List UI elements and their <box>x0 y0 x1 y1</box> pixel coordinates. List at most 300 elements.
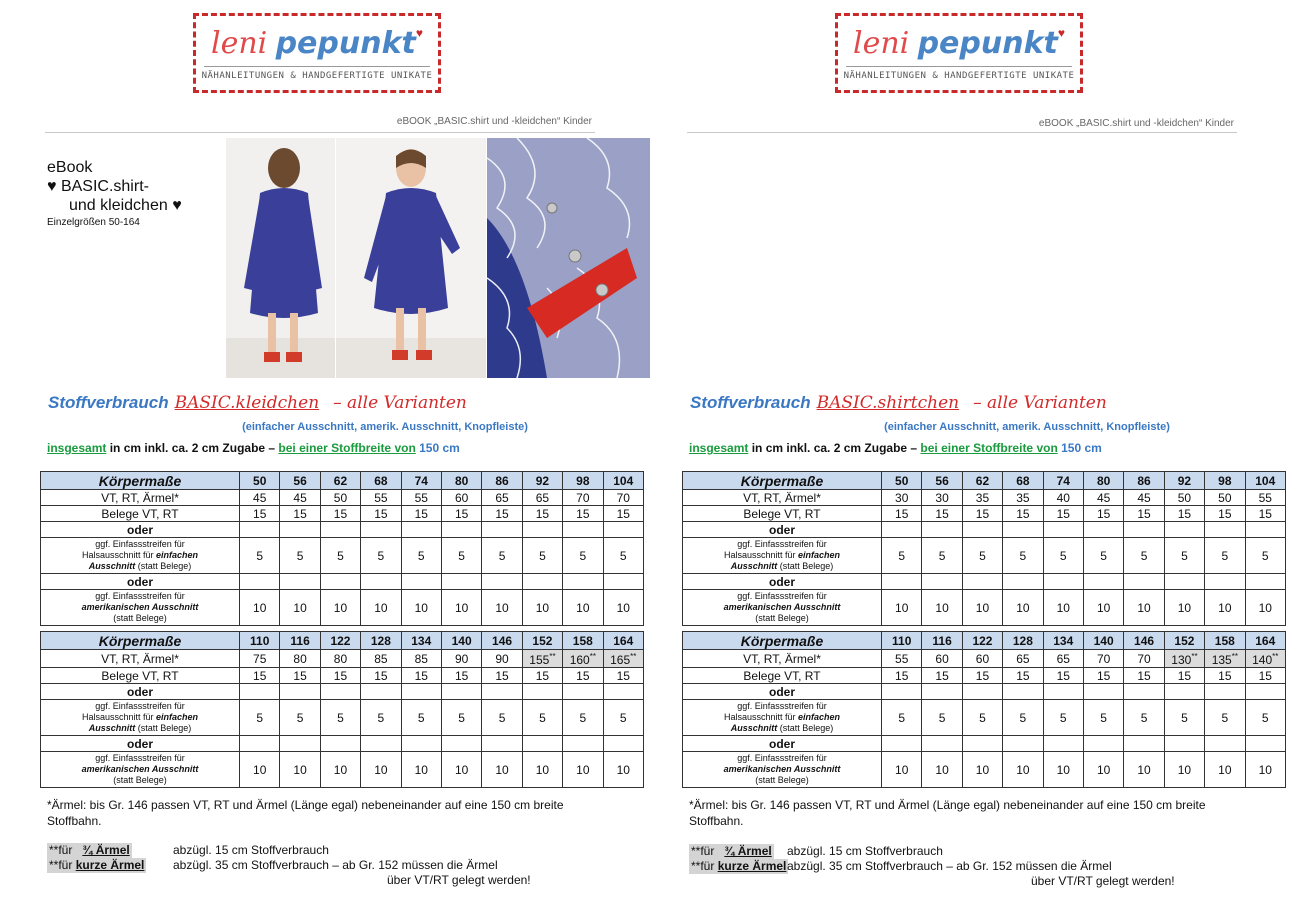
deduction-prefix: **für <box>691 859 715 873</box>
ebook-line3: und kleidchen ♥ <box>69 197 182 214</box>
cell-value: 65 <box>535 490 550 505</box>
size-header: 158 <box>1205 632 1245 650</box>
cell-value: 15 <box>1137 668 1151 683</box>
table-cell <box>1205 736 1245 752</box>
cell-value: 15 <box>454 506 469 521</box>
table-row <box>41 590 644 626</box>
cell-value: 5 <box>417 548 425 563</box>
cell-value: 5 <box>458 548 465 563</box>
table-cell <box>522 736 562 752</box>
table-cell <box>1245 522 1285 538</box>
cell-value: 10 <box>1056 762 1070 777</box>
cell-value: 10 <box>293 600 307 615</box>
row-label-vt-rt: VT, RT, Ärmel* <box>41 650 240 668</box>
table-cell <box>1083 736 1123 752</box>
label-bold: amerikanischen Ausschnitt <box>81 602 199 612</box>
table-cell <box>361 684 401 700</box>
label-line <box>41 723 239 734</box>
cell-value: 5 <box>898 710 906 725</box>
size-header: 116 <box>922 632 962 650</box>
cell-value: 15 <box>454 668 469 683</box>
cell-value: 5 <box>377 548 385 563</box>
photo-collar-detail <box>487 138 650 378</box>
table-row <box>683 490 1286 506</box>
table-cell <box>962 490 1002 506</box>
cell-value: 5 <box>979 548 986 563</box>
table-cell <box>401 684 441 700</box>
size-header: 122 <box>962 632 1002 650</box>
cell-value: 10 <box>535 600 550 615</box>
cell-value: 15 <box>1096 506 1111 521</box>
table-cell <box>320 700 360 736</box>
table-cell <box>280 490 320 506</box>
table-cell <box>1043 574 1083 590</box>
table-cell <box>1205 752 1245 788</box>
table-cell <box>361 736 401 752</box>
label-bold: Ausschnitt <box>88 723 136 733</box>
total-insgesamt: insgesamt <box>689 441 749 455</box>
table-row <box>41 490 644 506</box>
size-header: 122 <box>320 632 360 650</box>
logo-pepunkt: pepunkt <box>275 26 416 61</box>
table-cell <box>1164 506 1204 522</box>
header-text: eBOOK „BASIC.shirt und -kleidchen“ Kinder <box>396 116 592 127</box>
cell-value: 15 <box>374 668 388 683</box>
table-cell <box>240 736 280 752</box>
table-cell <box>1164 522 1204 538</box>
table-cell <box>1245 590 1285 626</box>
table-cell <box>522 752 562 788</box>
table-cell <box>522 490 562 506</box>
title-product: BASIC.shirtchen <box>816 393 960 413</box>
cell-value: 15 <box>1137 506 1151 521</box>
oder-label: oder <box>683 522 882 538</box>
table-cell <box>922 538 962 574</box>
table-cell <box>563 522 603 538</box>
table-cell <box>1245 752 1285 788</box>
row-label-belege: Belege VT, RT <box>683 506 882 522</box>
title-product: BASIC.kleidchen <box>174 393 320 413</box>
table-cell <box>1043 736 1083 752</box>
table-cell <box>603 736 643 752</box>
table-cell <box>882 700 922 736</box>
total-width-value: 150 cm <box>1057 441 1102 455</box>
cell-value: 15 <box>616 506 630 521</box>
size-header: 68 <box>361 472 401 490</box>
table-cell <box>240 668 280 684</box>
cell-value: 10 <box>414 762 428 777</box>
size-table-2 <box>682 631 1286 788</box>
cell-value: 15 <box>1177 668 1192 683</box>
table-row <box>683 668 1286 684</box>
cell-value: 15 <box>975 668 990 683</box>
table-cell <box>1124 668 1164 684</box>
cell-value: 60 <box>935 651 949 666</box>
cell-value: 5 <box>579 548 587 563</box>
cell-value: 15 <box>253 668 267 683</box>
ebook-line2: ♥ BASIC.shirt- <box>47 178 149 195</box>
cell-value: 15 <box>975 506 990 521</box>
table-cell <box>482 538 522 574</box>
table-cell <box>482 506 522 522</box>
table-cell <box>1043 590 1083 626</box>
cell-value: 10 <box>935 762 949 777</box>
table-cell <box>361 752 401 788</box>
size-header: 134 <box>401 632 441 650</box>
table-cell <box>1124 752 1164 788</box>
table-row <box>41 506 644 522</box>
title-stoffverbrauch: Stoffverbrauch <box>48 393 169 412</box>
total-width-label: bei einer Stoffbreite von <box>278 441 416 455</box>
table-cell <box>1043 668 1083 684</box>
table-cell <box>1003 522 1043 538</box>
table-cell <box>563 668 603 684</box>
cell-value: 10 <box>975 762 990 777</box>
table-cell <box>1083 490 1123 506</box>
logo-pepunkt: pepunkt <box>917 26 1058 61</box>
table-cell <box>962 752 1002 788</box>
table-row <box>683 522 1286 538</box>
cell-value: 15 <box>1056 668 1070 683</box>
table-cell <box>361 490 401 506</box>
cell-value: 5 <box>1100 548 1107 563</box>
table-cell <box>603 574 643 590</box>
table-header-label: Körpermaße <box>683 632 882 650</box>
table-cell <box>280 700 320 736</box>
table-cell <box>1124 522 1164 538</box>
cell-value: 60 <box>454 490 469 505</box>
cell-value: 5 <box>256 710 264 725</box>
cell-value: 80 <box>293 651 307 666</box>
deduction-three-quarter <box>689 844 943 859</box>
table-cell <box>482 736 522 752</box>
table-cell <box>522 522 562 538</box>
table-cell <box>522 700 562 736</box>
table-cell <box>1164 736 1204 752</box>
label-part: Halsausschnitt für <box>81 550 154 560</box>
table-cell <box>441 506 481 522</box>
table-cell <box>482 668 522 684</box>
cell-value: 10 <box>1137 600 1151 615</box>
table-cell <box>563 700 603 736</box>
table-cell <box>1124 700 1164 736</box>
table-cell <box>522 538 562 574</box>
row-label-einfass-amerik <box>683 590 882 626</box>
table-cell <box>441 522 481 538</box>
row-label-einfass-amerik <box>683 752 882 788</box>
table-cell <box>441 574 481 590</box>
cell-mark: ** <box>1231 652 1238 661</box>
table-cell <box>1245 506 1285 522</box>
logo <box>835 13 1083 93</box>
table-cell <box>1164 668 1204 684</box>
table-cell <box>882 684 922 700</box>
table-cell <box>482 700 522 736</box>
cell-value: 5 <box>498 548 506 563</box>
table-cell <box>320 752 360 788</box>
cell-value: 5 <box>417 710 425 725</box>
table-cell <box>1083 538 1123 574</box>
label-line <box>41 712 239 723</box>
cell-value: 65 <box>495 490 509 505</box>
label-part: (statt Belege) <box>779 561 834 571</box>
cell-value: 15 <box>1218 668 1232 683</box>
table-cell <box>1124 538 1164 574</box>
logo <box>193 13 441 93</box>
cell-value: 15 <box>1016 668 1030 683</box>
table-cell <box>1205 506 1245 522</box>
table-cell <box>563 684 603 700</box>
table-cell <box>361 538 401 574</box>
table-cell <box>482 752 522 788</box>
logo-leni: leni <box>852 26 910 61</box>
table-row <box>683 472 1286 490</box>
table-cell <box>1205 668 1245 684</box>
cell-value: 5 <box>1221 710 1229 725</box>
heart-icon: ♥ <box>415 26 424 40</box>
table-cell <box>1205 490 1245 506</box>
cell-value: 55 <box>374 490 388 505</box>
label-bold: einfachen <box>798 550 841 560</box>
cell-value: 10 <box>1137 762 1151 777</box>
cell-value: 15 <box>333 506 348 521</box>
table-header-label: Körpermaße <box>683 472 882 490</box>
table-cell <box>401 650 441 668</box>
deduction-prefix: **für <box>49 843 73 857</box>
ebook-title <box>47 158 182 228</box>
size-header: 104 <box>603 472 643 490</box>
cell-value: 15 <box>414 506 428 521</box>
table-cell <box>441 736 481 752</box>
table-cell <box>1245 574 1285 590</box>
cell-value: 10 <box>975 600 990 615</box>
table-cell <box>1043 538 1083 574</box>
sleeve-deductions <box>689 844 1175 888</box>
deduction-value: abzügl. 15 cm Stoffverbrauch <box>787 844 943 858</box>
stoff-title <box>48 393 467 413</box>
size-header: 98 <box>1205 472 1245 490</box>
table-cell <box>1164 650 1204 668</box>
table-cell <box>1083 522 1123 538</box>
deduction-short <box>689 859 1112 874</box>
size-header: 68 <box>1003 472 1043 490</box>
deduction-three-quarter <box>47 843 329 858</box>
table-cell <box>922 668 962 684</box>
size-header: 80 <box>441 472 481 490</box>
table-cell <box>922 650 962 668</box>
table-cell <box>1043 684 1083 700</box>
logo-leni: leni <box>210 26 268 61</box>
table-cell <box>1003 684 1043 700</box>
table-cell <box>280 538 320 574</box>
table-cell <box>603 752 643 788</box>
table-cell <box>240 506 280 522</box>
cell-value: 10 <box>374 762 388 777</box>
table-cell <box>401 590 441 626</box>
label-bold: Ausschnitt <box>88 561 136 571</box>
table-cell <box>882 752 922 788</box>
table-cell <box>361 522 401 538</box>
size-header: 110 <box>882 632 922 650</box>
page-right <box>642 0 1282 898</box>
label-line: (statt Belege) <box>755 775 809 785</box>
title-variants: – alle Varianten <box>333 393 467 413</box>
oder-label: oder <box>41 736 240 752</box>
table-row <box>41 650 644 668</box>
table-cell <box>922 700 962 736</box>
table-cell <box>1003 668 1043 684</box>
row-label-einfass-einfach <box>683 538 882 574</box>
oder-label: oder <box>41 522 240 538</box>
cell-value: 160 <box>569 653 590 667</box>
cell-value: 5 <box>979 710 986 725</box>
table-cell <box>482 574 522 590</box>
cell-value: 10 <box>935 600 949 615</box>
table-cell <box>1003 590 1043 626</box>
label-bold: amerikanischen Ausschnitt <box>723 602 841 612</box>
label-bold: einfachen <box>798 712 841 722</box>
table-cell <box>482 650 522 668</box>
cell-value: 10 <box>576 762 590 777</box>
table-cell <box>441 752 481 788</box>
cell-value: 10 <box>616 762 630 777</box>
table-cell <box>361 668 401 684</box>
cell-value: 5 <box>619 710 627 725</box>
cell-value: 45 <box>1096 490 1111 505</box>
table-cell <box>882 590 922 626</box>
table-cell <box>401 752 441 788</box>
table-cell <box>962 668 1002 684</box>
deduction-key: kurze Ärmel <box>717 859 787 873</box>
cell-value: 55 <box>1258 490 1272 505</box>
size-header: 98 <box>563 472 603 490</box>
size-header: 146 <box>482 632 522 650</box>
title-variants: – alle Varianten <box>973 393 1107 413</box>
table-cell <box>882 522 922 538</box>
cell-value: 5 <box>938 548 946 563</box>
cell-value: 75 <box>253 651 267 666</box>
table-cell <box>280 752 320 788</box>
cell-value: 15 <box>895 668 909 683</box>
oder-label: oder <box>683 684 882 700</box>
table-row <box>41 752 644 788</box>
table-cell <box>1003 736 1043 752</box>
deduction-value-2: über VT/RT gelegt werden! <box>1031 874 1175 888</box>
table-cell <box>320 650 360 668</box>
photo-girl-front <box>336 138 486 378</box>
table-cell <box>361 650 401 668</box>
table-cell <box>441 668 481 684</box>
table-cell <box>1245 736 1285 752</box>
table-cell <box>1083 574 1123 590</box>
label-part: Halsausschnitt für <box>81 712 154 722</box>
cell-value: 5 <box>1261 548 1269 563</box>
label-line: ggf. Einfassstreifen für <box>95 701 185 711</box>
table-cell <box>320 490 360 506</box>
table-cell <box>240 574 280 590</box>
table-row <box>683 752 1286 788</box>
table-cell <box>441 538 481 574</box>
sleeve-note: *Ärmel: bis Gr. 146 passen VT, RT und Ärmel (Länge egal) nebeneinander auf eine 150 cm breite Stoffbahn. <box>689 798 1206 828</box>
size-header: 62 <box>962 472 1002 490</box>
size-header: 86 <box>482 472 522 490</box>
cell-value: 5 <box>458 710 465 725</box>
table-cell <box>962 650 1002 668</box>
table-cell <box>280 668 320 684</box>
cell-value: 85 <box>414 651 428 666</box>
cell-value: 80 <box>333 651 348 666</box>
cell-value: 15 <box>293 506 307 521</box>
size-table-1 <box>40 471 644 626</box>
cell-value: 5 <box>938 710 946 725</box>
cell-value: 5 <box>1181 710 1188 725</box>
table-cell <box>1205 522 1245 538</box>
cell-value: 35 <box>975 490 990 505</box>
oder-label: oder <box>41 574 240 590</box>
table-cell <box>563 650 603 668</box>
table-cell <box>240 752 280 788</box>
label-line: ggf. Einfassstreifen für <box>95 539 185 549</box>
table-cell <box>240 490 280 506</box>
cell-value: 15 <box>1056 506 1070 521</box>
deduction-value: abzügl. 35 cm Stoffverbrauch – ab Gr. 152 müssen die Ärmel <box>787 859 1112 873</box>
cell-value: 135 <box>1211 653 1232 667</box>
total-width-value: 150 cm <box>415 441 460 455</box>
size-header: 56 <box>280 472 320 490</box>
table-cell <box>1043 506 1083 522</box>
cell-value: 5 <box>377 710 385 725</box>
table-cell <box>401 736 441 752</box>
size-header: 140 <box>1083 632 1123 650</box>
size-header: 56 <box>922 472 962 490</box>
table-cell <box>882 506 922 522</box>
table-cell <box>482 590 522 626</box>
table-cell <box>1164 700 1204 736</box>
table-cell <box>361 506 401 522</box>
row-label-vt-rt: VT, RT, Ärmel* <box>683 650 882 668</box>
table-cell <box>1164 490 1204 506</box>
table-row <box>41 736 644 752</box>
size-table-1 <box>682 471 1286 626</box>
cell-value: 165 <box>610 653 631 667</box>
table-cell <box>603 538 643 574</box>
table-cell <box>1245 538 1285 574</box>
cell-value: 15 <box>1177 506 1192 521</box>
table-cell <box>1245 700 1285 736</box>
cell-mark: ** <box>549 652 556 661</box>
table-row <box>683 538 1286 574</box>
label-part: Halsausschnitt für <box>723 550 796 560</box>
table-cell <box>522 650 562 668</box>
cell-value: 10 <box>1218 600 1232 615</box>
table-cell <box>922 490 962 506</box>
cell-value: 10 <box>293 762 307 777</box>
table-cell <box>482 490 522 506</box>
table-cell <box>603 650 643 668</box>
table-cell <box>1003 490 1043 506</box>
cell-value: 90 <box>454 651 469 666</box>
table-cell <box>922 752 962 788</box>
cell-value: 85 <box>374 651 388 666</box>
cell-value: 15 <box>935 506 949 521</box>
size-header: 110 <box>240 632 280 650</box>
size-header: 146 <box>1124 632 1164 650</box>
cell-value: 15 <box>1218 506 1232 521</box>
table-cell <box>320 736 360 752</box>
cell-value: 130 <box>1171 653 1192 667</box>
table-row <box>683 506 1286 522</box>
table-cell <box>401 522 441 538</box>
